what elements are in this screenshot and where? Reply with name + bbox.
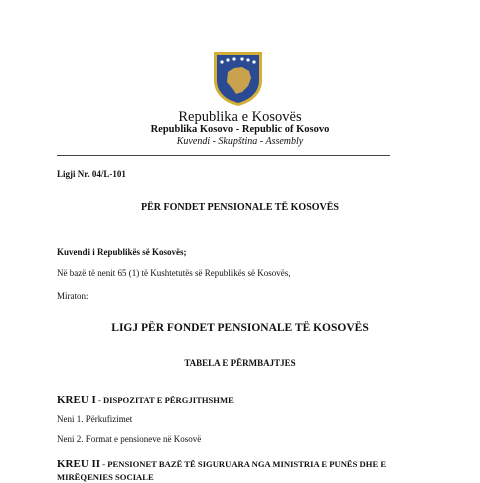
republic-title: Republika e Kosovës bbox=[178, 109, 302, 125]
toc-chapter bbox=[57, 390, 234, 408]
legal-basis-text: Në bazë të nenit 65 (1) të Kushtetutës së Republikës së Kosovës, bbox=[57, 268, 291, 278]
law-title: PËR FONDET PENSIONALE TË KOSOVËS bbox=[140, 202, 339, 213]
toc-chapter bbox=[57, 457, 437, 483]
toc-title: TABELA E PËRMBAJTJES bbox=[184, 358, 296, 368]
chapter-title: - DISPOZITAT E PËRGJITHSHME bbox=[95, 395, 234, 405]
approves-text: Miraton: bbox=[57, 291, 89, 301]
header-divider bbox=[57, 155, 390, 156]
main-title: LIGJ PËR FONDET PENSIONALE TË KOSOVËS bbox=[111, 322, 369, 334]
assembly-line: Kuvendi - Skupština - Assembly bbox=[176, 136, 304, 147]
chapter-title: - PENSIONET BAZË TË SIGURUARA NGA MINISTRIA E PUNËS DHE E MIRËQENIES SOCIALE bbox=[57, 459, 387, 482]
law-number: Ligji Nr. 04/L-101 bbox=[57, 169, 126, 179]
toc-article: Neni 1. Përkufizimet bbox=[57, 414, 133, 424]
coat-of-arms-icon bbox=[212, 50, 264, 108]
republic-subtitle: Republika Kosovo - Republic of Kosovo bbox=[150, 124, 330, 135]
assembly-heading: Kuvendi i Republikës së Kosovës; bbox=[57, 247, 187, 257]
chapter-number: KREU I bbox=[57, 394, 96, 406]
chapter-number: KREU II bbox=[57, 458, 101, 470]
toc-article: Neni 2. Format e pensioneve në Kosovë bbox=[57, 434, 202, 444]
